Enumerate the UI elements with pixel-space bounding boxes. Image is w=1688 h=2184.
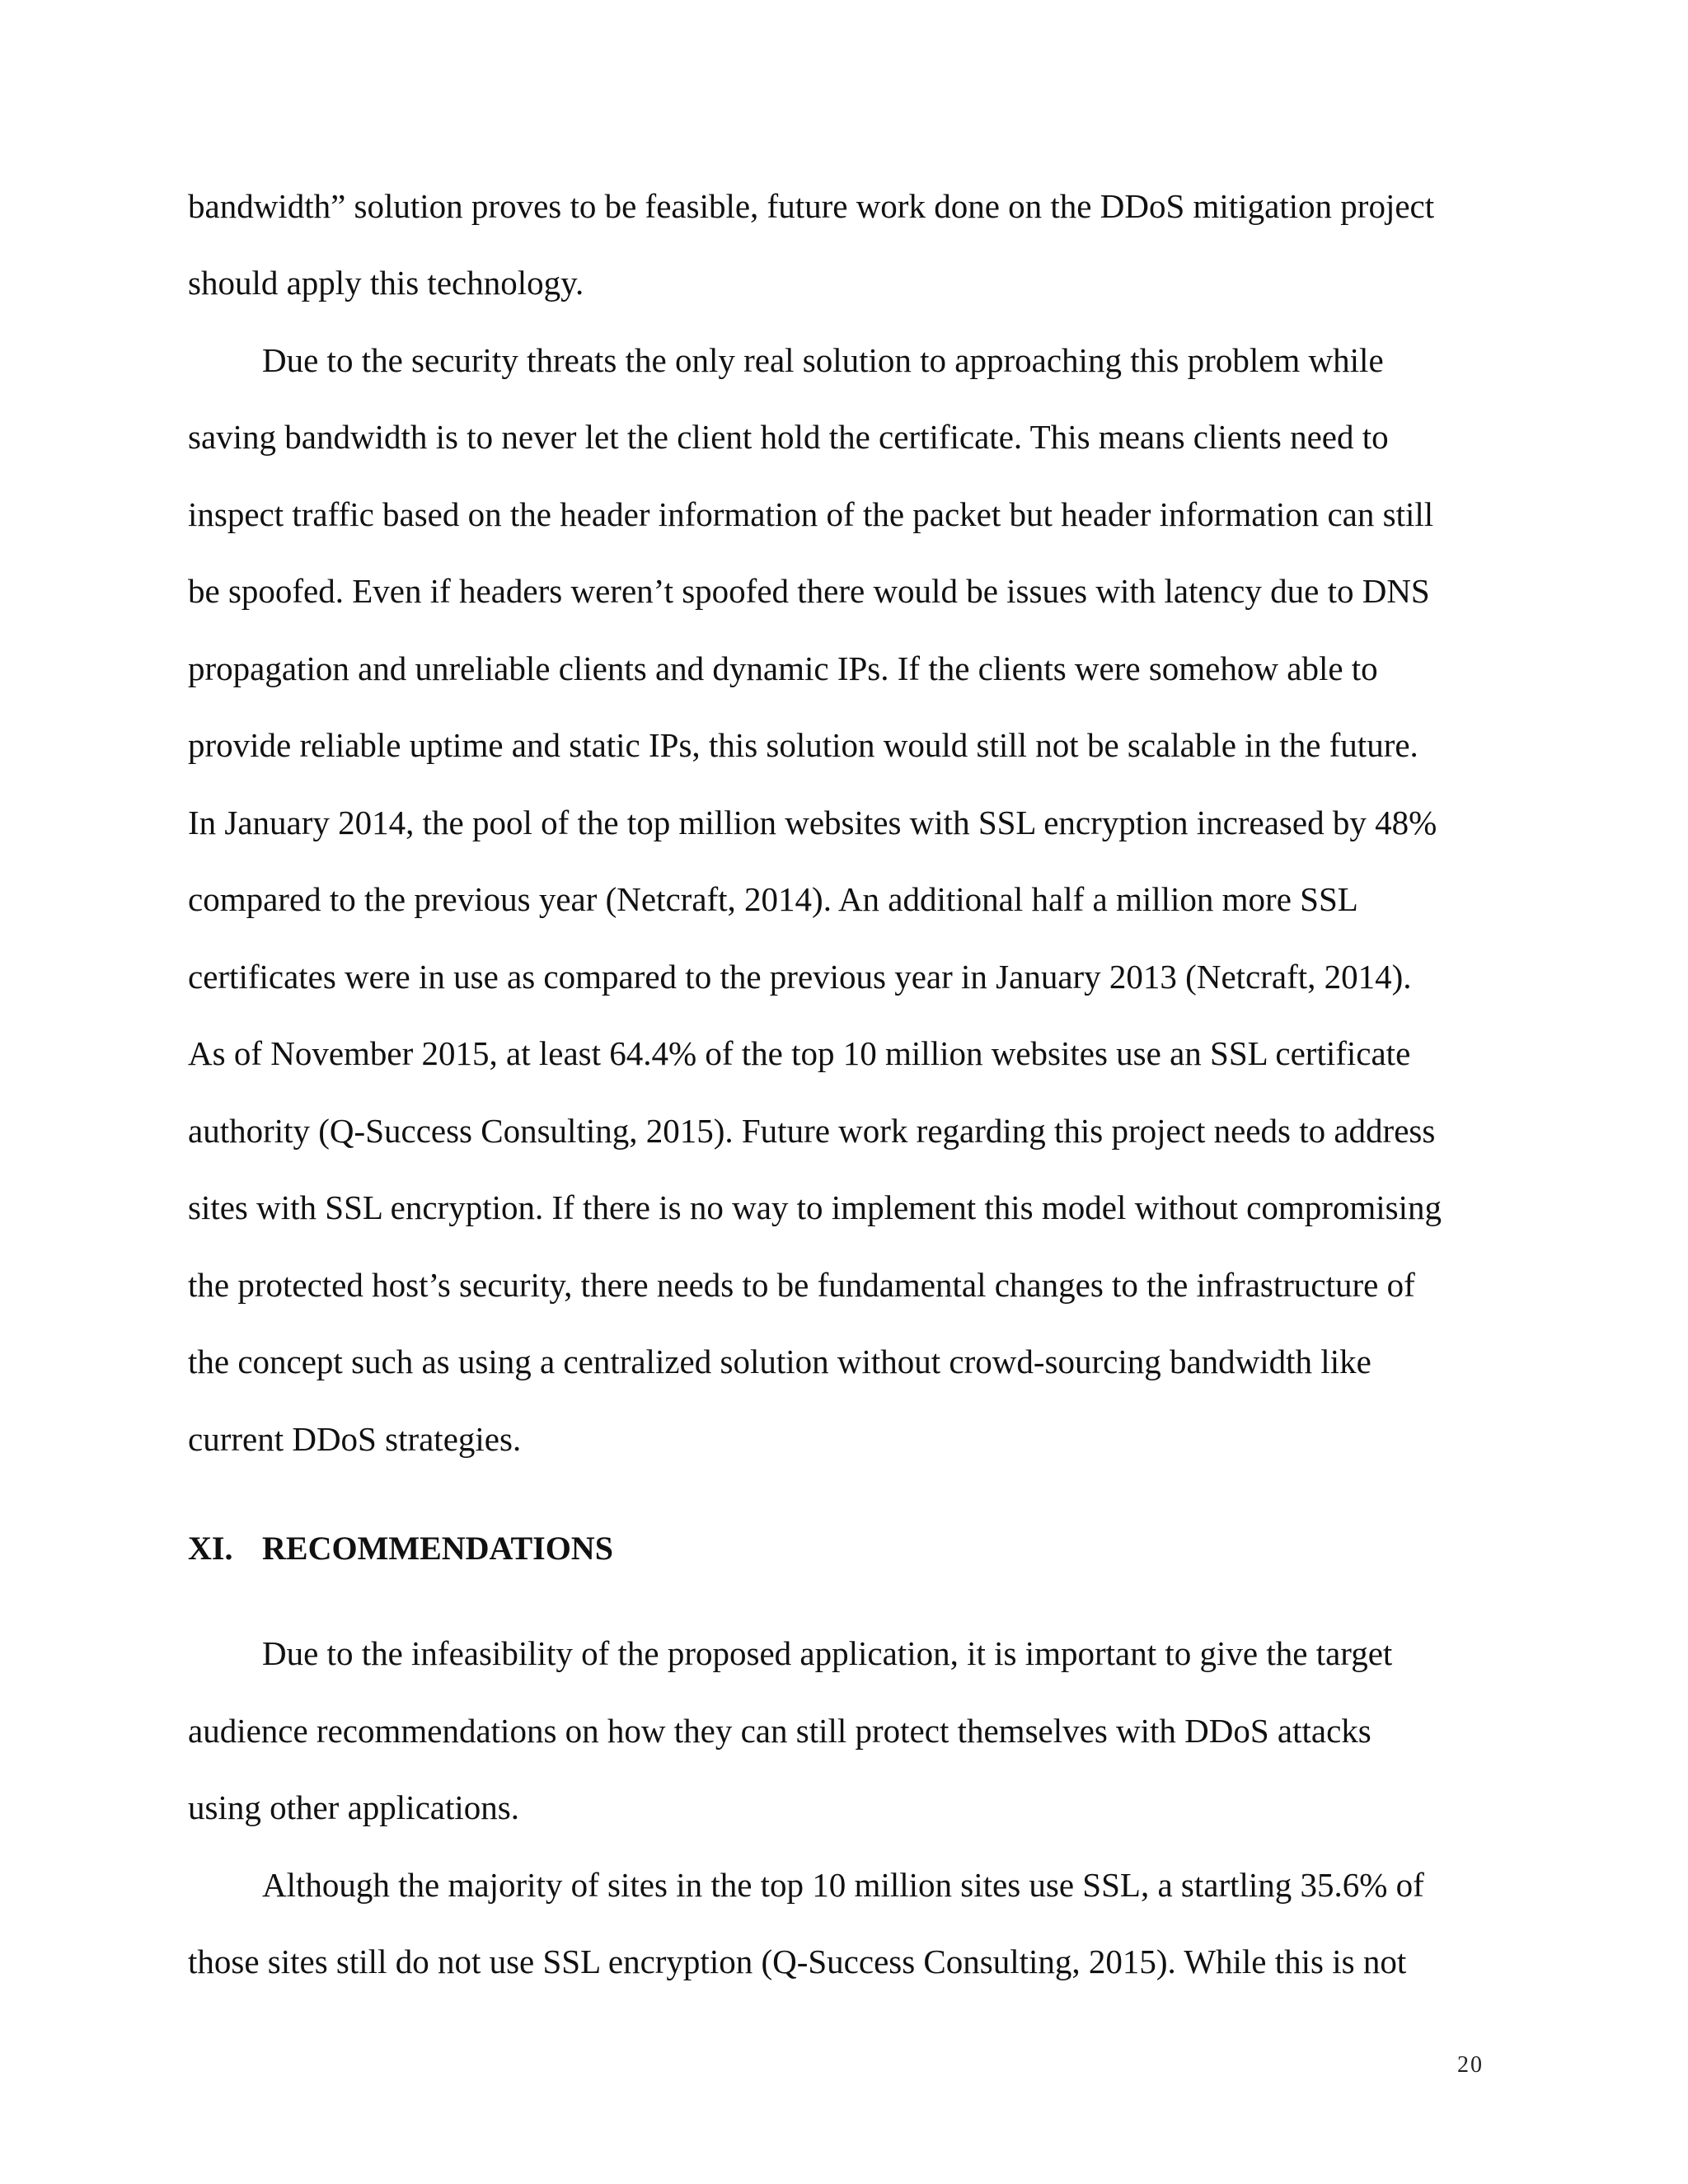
paragraph-line: provide reliable uptime and static IPs, this solution would still not be scalable in the future. (188, 726, 1418, 764)
paragraph-line: inspect traffic based on the header information of the packet but header information can still (188, 495, 1434, 533)
page-number: 20 (1457, 2052, 1484, 2078)
section-heading (188, 1529, 613, 1568)
section-number: XI. (188, 1530, 233, 1567)
paragraph-line: Due to the infeasibility of the proposed application, it is important to give the target (262, 1634, 1393, 1672)
paragraph-line: sites with SSL encryption. If there is no way to implement this model without compromising (188, 1188, 1442, 1226)
paragraph-line: current DDoS strategies. (188, 1420, 522, 1458)
paragraph-line: saving bandwidth is to never let the client hold the certificate. This means clients need to (188, 418, 1389, 456)
paragraph-line: In January 2014, the pool of the top million websites with SSL encryption increased by 48% (188, 804, 1437, 841)
paragraph-line: compared to the previous year (Netcraft, 2014). An additional half a million more SSL (188, 880, 1358, 918)
paragraph-line: propagation and unreliable clients and dynamic IPs. If the clients were somehow able to (188, 649, 1378, 687)
paragraph-line: be spoofed. Even if headers weren’t spoofed there would be issues with latency due to DNS (188, 572, 1430, 610)
paragraph-line: the concept such as using a centralized solution without crowd-sourcing bandwidth like (188, 1343, 1372, 1380)
paragraph-line: authority (Q-Success Consulting, 2015). Future work regarding this project needs to address (188, 1112, 1436, 1150)
paragraph-line: should apply this technology. (188, 264, 584, 302)
paragraph-line: the protected host’s security, there needs to be fundamental changes to the infrastructure of (188, 1266, 1415, 1304)
section-title: RECOMMENDATIONS (262, 1530, 613, 1567)
paragraph-line: Although the majority of sites in the top 10 million sites use SSL, a startling 35.6% of (262, 1866, 1424, 1904)
paragraph-line: those sites still do not use SSL encryption (Q-Success Consulting, 2015). While this is not (188, 1943, 1407, 1980)
paragraph-line: audience recommendations on how they can still protect themselves with DDoS attacks (188, 1712, 1372, 1750)
paragraph-line: Due to the security threats the only real solution to approaching this problem while (262, 341, 1384, 379)
paragraph-line: As of November 2015, at least 64.4% of the top 10 million websites use an SSL certificate (188, 1034, 1411, 1072)
paragraph-line: certificates were in use as compared to the previous year in January 2013 (Netcraft, 2014). (188, 958, 1412, 996)
paragraph-line: bandwidth” solution proves to be feasible, future work done on the DDoS mitigation project (188, 187, 1435, 225)
paragraph-line: using other applications. (188, 1788, 519, 1826)
